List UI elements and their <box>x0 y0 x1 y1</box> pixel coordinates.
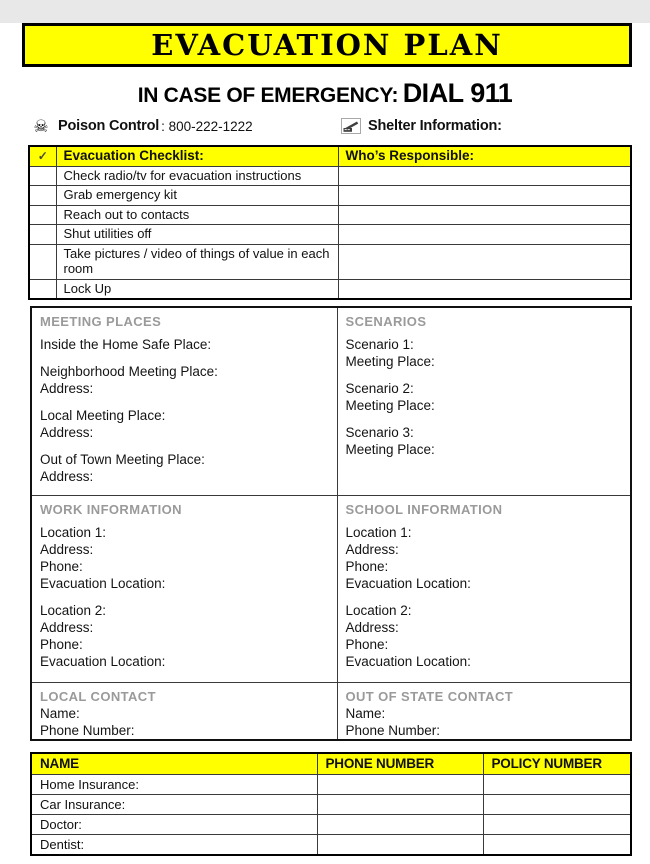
field-label: Meeting Place: <box>345 442 435 457</box>
check-cell <box>29 225 56 245</box>
emergency-heading <box>0 78 650 109</box>
policy-row <box>31 834 631 855</box>
policy-row <box>31 794 631 814</box>
section-title: MEETING PLACES <box>40 314 162 329</box>
check-cell <box>29 205 56 225</box>
skull-crossbones-icon: ☠ <box>33 116 49 136</box>
checklist-row <box>29 205 631 225</box>
policy-number-cell <box>483 794 631 814</box>
section-title: OUT OF STATE CONTACT <box>345 689 514 704</box>
field-label: Phone: <box>345 559 389 574</box>
poison-control-label: Poison Control <box>58 118 160 134</box>
field-label: Address: <box>40 469 94 484</box>
field-label: Address: <box>40 620 94 635</box>
field-label: Scenario 2: <box>345 381 414 396</box>
field-label: Local Meeting Place: <box>40 408 166 423</box>
task-cell: Take pictures / video of things of value in each room <box>56 244 338 279</box>
responsible-cell <box>338 186 631 206</box>
task-cell: Reach out to contacts <box>56 205 338 225</box>
policy-number-cell <box>483 834 631 855</box>
policy-phone-cell <box>317 794 483 814</box>
field-label: Scenario 1: <box>345 337 414 352</box>
section-out-of-state-contact <box>337 683 631 741</box>
policy-name-cell: Car Insurance: <box>31 794 317 814</box>
evacuation-plan-document <box>0 23 650 864</box>
check-cell <box>29 186 56 206</box>
field-label: Name: <box>345 706 386 721</box>
section-title: SCENARIOS <box>345 314 427 329</box>
poison-control-line <box>30 118 340 135</box>
page-title-banner <box>22 23 632 67</box>
evacuation-checklist-table <box>28 145 632 300</box>
field-label: Scenario 3: <box>345 425 414 440</box>
task-cell: Lock Up <box>56 279 338 299</box>
section-title: SCHOOL INFORMATION <box>345 502 503 517</box>
plan-info-grid <box>30 306 632 741</box>
field-label: Phone Number: <box>345 723 441 738</box>
field-label: Address: <box>345 542 399 557</box>
policy-phone-cell <box>317 834 483 855</box>
task-cell: Grab emergency kit <box>56 186 338 206</box>
section-title: LOCAL CONTACT <box>40 689 156 704</box>
responsible-cell <box>338 225 631 245</box>
checklist-row <box>29 166 631 186</box>
field-label: Phone Number: <box>40 723 135 738</box>
field-label: Phone: <box>345 637 389 652</box>
checklist-row <box>29 186 631 206</box>
field-label: Location 2: <box>345 603 412 618</box>
field-label: Evacuation Location: <box>40 654 166 669</box>
shelter-information-label: Shelter Information: <box>368 118 502 134</box>
policy-name-cell: Dentist: <box>31 834 317 855</box>
checklist-header-row <box>29 146 631 166</box>
policy-number-cell <box>483 774 631 794</box>
check-mark-icon: ✓ <box>29 146 56 166</box>
checklist-responsible-header: Who’s Responsible: <box>338 146 631 166</box>
responsible-cell <box>338 166 631 186</box>
check-cell <box>29 166 56 186</box>
policy-number-cell <box>483 814 631 834</box>
section-local-contact <box>31 683 337 741</box>
policy-phone-cell <box>317 774 483 794</box>
checklist-row <box>29 225 631 245</box>
emergency-action: DIAL 911 <box>402 78 513 108</box>
field-label: Neighborhood Meeting Place: <box>40 364 218 379</box>
checklist-task-header: Evacuation Checklist: <box>56 146 338 166</box>
checklist-row <box>29 244 631 279</box>
section-meeting-places <box>31 307 337 496</box>
check-cell <box>29 244 56 279</box>
task-cell: Check radio/tv for evacuation instructions <box>56 166 338 186</box>
emergency-prefix: IN CASE OF EMERGENCY: <box>137 84 399 107</box>
field-label: Meeting Place: <box>345 398 435 413</box>
field-label: Inside the Home Safe Place: <box>40 337 212 352</box>
task-cell: Shut utilities off <box>56 225 338 245</box>
field-label: Address: <box>40 542 94 557</box>
section-school-information <box>337 496 631 683</box>
fax-phone-icon <box>340 118 362 134</box>
field-label: Address: <box>345 620 399 635</box>
check-cell <box>29 279 56 299</box>
poison-control-number: : 800-222-1222 <box>161 118 253 134</box>
responsible-cell <box>338 205 631 225</box>
responsible-cell <box>338 279 631 299</box>
field-label: Meeting Place: <box>345 354 435 369</box>
field-label: Evacuation Location: <box>345 654 471 669</box>
field-label: Location 1: <box>345 525 412 540</box>
responsible-cell <box>338 244 631 279</box>
page-title: EVACUATION PLAN <box>151 28 503 62</box>
policies-phone-header: PHONE NUMBER <box>317 753 483 774</box>
policies-name-header: NAME <box>31 753 317 774</box>
section-work-information <box>31 496 337 683</box>
shelter-information-line <box>340 118 502 134</box>
field-label: Evacuation Location: <box>345 576 471 591</box>
section-title: WORK INFORMATION <box>40 502 182 517</box>
section-scenarios <box>337 307 631 496</box>
policy-row <box>31 774 631 794</box>
field-label: Phone: <box>40 637 83 652</box>
field-label: Location 1: <box>40 525 107 540</box>
policies-policy-header: POLICY NUMBER <box>483 753 631 774</box>
field-label: Address: <box>40 381 94 396</box>
field-label: Evacuation Location: <box>40 576 166 591</box>
policy-name-cell: Doctor: <box>31 814 317 834</box>
policy-phone-cell <box>317 814 483 834</box>
hotline-row <box>30 114 630 138</box>
field-label: Address: <box>40 425 94 440</box>
field-label: Out of Town Meeting Place: <box>40 452 205 467</box>
field-label: Name: <box>40 706 80 721</box>
policy-row <box>31 814 631 834</box>
field-label: Location 2: <box>40 603 107 618</box>
checklist-row <box>29 279 631 299</box>
policy-contacts-table <box>30 752 632 856</box>
policy-name-cell: Home Insurance: <box>31 774 317 794</box>
policies-header-row <box>31 753 631 774</box>
field-label: Phone: <box>40 559 83 574</box>
